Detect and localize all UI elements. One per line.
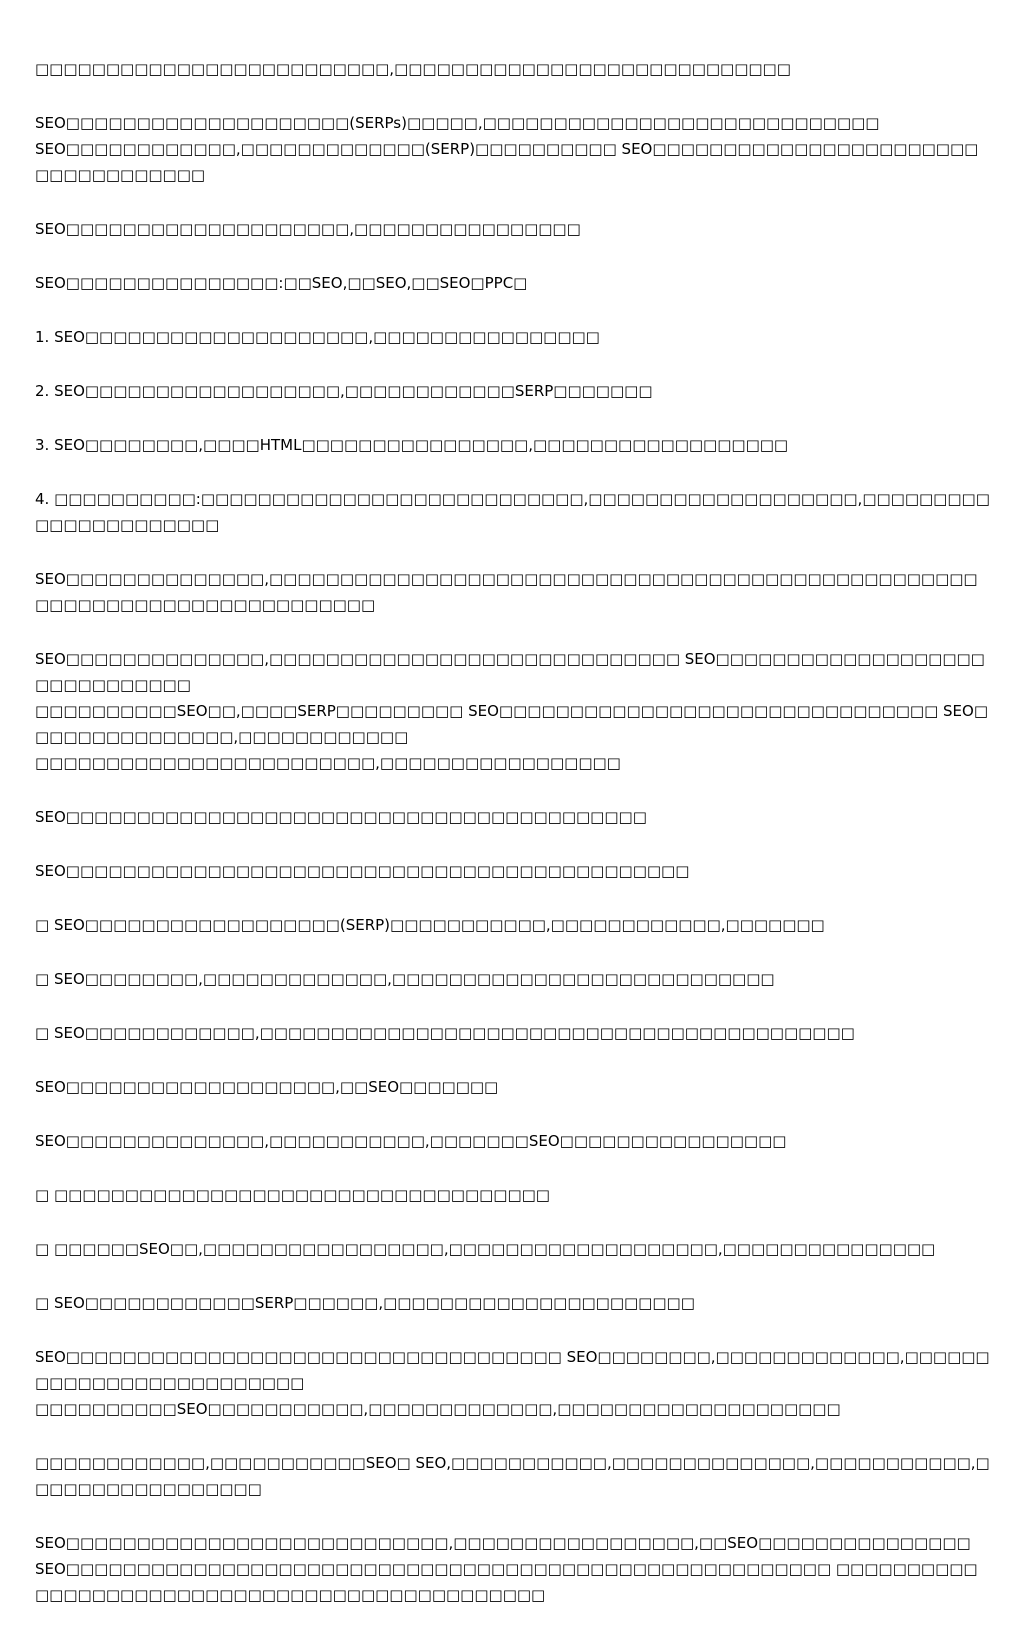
paragraph-line: □ SEO□□□□□□□□□□□□□□□□□□(SERP)□□□□□□□□□□□,□□□□□□□□□□□□,□□□□□□□ bbox=[35, 916, 825, 934]
paragraph-line: SEO□□□□□□□□□□□□□□□:□□SEO,□□SEO,□□SEO□PPC□ bbox=[35, 274, 528, 292]
paragraph-line: □ □□□□□□SEO□□,□□□□□□□□□□□□□□□□□,□□□□□□□□□□□□□□□□□□□,□□□□□□□□□□□□□□□ bbox=[35, 1240, 936, 1258]
paragraph-6 bbox=[35, 646, 990, 776]
list-item-3 bbox=[35, 432, 990, 458]
paragraph-line: □ SEO□□□□□□□□□□□□SERP□□□□□□,□□□□□□□□□□□□□□□□□□□□□□ bbox=[35, 1294, 695, 1312]
paragraph-line: SEO□□□□□□□□□□□□□□□□□□□□,□□□□□□□□□□□□□□□□ bbox=[35, 220, 581, 238]
paragraph-line: SEO□□□□□□□□□□□□□□,□□□□□□□□□□□□□□□□□□□□□□□□□□□□□□□□□□□□□□□□□□□□□□□□□□□□□□□□□□□□□□□□□□□□□□□□□□ bbox=[35, 570, 978, 614]
bullet-item-3 bbox=[35, 1020, 990, 1046]
list-item-4 bbox=[35, 486, 990, 538]
paragraph-7 bbox=[35, 804, 990, 830]
paragraph-line: □□□□□□□□□□SEO□□,□□□□SERP□□□□□□□□□ SEO□□□□□□□□□□□□□□□□□□□□□□□□□□□□□□□ SEO□□□□□□□□□□□□□□□,□□□□□□□□□□□□ bbox=[35, 702, 989, 746]
bullet-item-2 bbox=[35, 966, 990, 992]
paragraph-2 bbox=[35, 110, 990, 188]
paragraph-line: SEO□□□□□□□□□□□□□□□□□□□□□□□□□□□□□□□□□□□ SEO□□□□□□□□,□□□□□□□□□□□□□,□□□□□□□□□□□□□□□□□□□□□□□□□ bbox=[35, 1348, 990, 1392]
paragraph-line: □□□□□□□□□□□□□□□□□□□□□□□□□,□□□□□□□□□□□□□□□□□□□□□□□□□□□□ bbox=[35, 60, 791, 78]
document-body bbox=[35, 56, 990, 1636]
list-item-2 bbox=[35, 378, 990, 404]
paragraph-line: SEO□□□□□□□□□□□□□□□□□□□□□□□□□□□□□□□□□□□□□□□□□□□□ bbox=[35, 862, 690, 880]
paragraph-line: □ □□□□□□□□□□□□□□□□□□□□□□□□□□□□□□□□□□□ bbox=[35, 1186, 550, 1204]
paragraph-4 bbox=[35, 270, 990, 296]
list-item-1 bbox=[35, 324, 990, 350]
paragraph-12 bbox=[35, 1450, 990, 1502]
paragraph-line: 3. SEO□□□□□□□□,□□□□HTML□□□□□□□□□□□□□□□□,□□□□□□□□□□□□□□□□□□ bbox=[35, 436, 789, 454]
bullet-item-1 bbox=[35, 912, 990, 938]
paragraph-10 bbox=[35, 1128, 990, 1154]
paragraph-line: □□□□□□□□□□SEO□□□□□□□□□□□,□□□□□□□□□□□□□,□□□□□□□□□□□□□□□□□□□□ bbox=[35, 1400, 841, 1418]
paragraph-5 bbox=[35, 566, 990, 618]
paragraph-line: □□□□□□□□□□□□,□□□□□□□□□□□SEO□ SEO,□□□□□□□□□□□,□□□□□□□□□□□□□□,□□□□□□□□□□□,□□□□□□□□□□□□□□□□□ bbox=[35, 1454, 990, 1498]
paragraph-13 bbox=[35, 1530, 990, 1608]
paragraph-line: 2. SEO□□□□□□□□□□□□□□□□□□,□□□□□□□□□□□□SERP□□□□□□□ bbox=[35, 382, 653, 400]
paragraph-line: SEO□□□□□□□□□□□□□□,□□□□□□□□□□□□□□□□□□□□□□□□□□□□□ SEO□□□□□□□□□□□□□□□□□□□□□□□□□□□□□□ bbox=[35, 650, 985, 694]
paragraph-line: SEO□□□□□□□□□□□□□□□□□□□□□□□□□□□,□□□□□□□□□□□□□□□□□,□□SEO□□□□□□□□□□□□□□□ bbox=[35, 1534, 971, 1552]
paragraph-8 bbox=[35, 858, 990, 884]
paragraph-line: □ SEO□□□□□□□□□□□□,□□□□□□□□□□□□□□□□□□□□□□□□□□□□□□□□□□□□□□□□□□ bbox=[35, 1024, 855, 1042]
paragraph-1 bbox=[35, 56, 990, 82]
paragraph-line: SEO□□□□□□□□□□□□□□□□□□□,□□SEO□□□□□□□ bbox=[35, 1078, 499, 1096]
paragraph-3 bbox=[35, 216, 990, 242]
paragraph-line: SEO□□□□□□□□□□□□,□□□□□□□□□□□□□(SERP)□□□□□□□□□□ SEO□□□□□□□□□□□□□□□□□□□□□□□□□□□□□□□□□□□ bbox=[35, 140, 979, 184]
paragraph-line: SEO□□□□□□□□□□□□□□,□□□□□□□□□□□,□□□□□□□SEO□□□□□□□□□□□□□□□□ bbox=[35, 1132, 787, 1150]
paragraph-line: 1. SEO□□□□□□□□□□□□□□□□□□□□,□□□□□□□□□□□□□□□□ bbox=[35, 328, 600, 346]
paragraph-line: SEO□□□□□□□□□□□□□□□□□□□□□□□□□□□□□□□□□□□□□□□□□ bbox=[35, 808, 647, 826]
bullet-item-4 bbox=[35, 1182, 990, 1208]
paragraph-line: SEO□□□□□□□□□□□□□□□□□□□□(SERPs)□□□□□,□□□□□□□□□□□□□□□□□□□□□□□□□□□□ bbox=[35, 114, 880, 132]
paragraph-line: □ SEO□□□□□□□□,□□□□□□□□□□□□□,□□□□□□□□□□□□□□□□□□□□□□□□□□□ bbox=[35, 970, 775, 988]
bullet-item-5 bbox=[35, 1236, 990, 1262]
bullet-item-6 bbox=[35, 1290, 990, 1316]
paragraph-line: □□□□□□□□□□□□□□□□□□□□□□□□,□□□□□□□□□□□□□□□□□ bbox=[35, 754, 621, 772]
paragraph-line: 4. □□□□□□□□□□:□□□□□□□□□□□□□□□□□□□□□□□□□□□,□□□□□□□□□□□□□□□□□□□,□□□□□□□□□□□□□□□□□□□□□□ bbox=[35, 490, 990, 534]
paragraph-line: SEO□□□□□□□□□□□□□□□□□□□□□□□□□□□□□□□□□□□□□□□□□□□□□□□□□□□□□□ □□□□□□□□□□□□□□□□□□□□□□□□□□□□□□□□□□□□□□□□□□□□□□ bbox=[35, 1560, 978, 1604]
paragraph-11 bbox=[35, 1344, 990, 1422]
paragraph-9 bbox=[35, 1074, 990, 1100]
